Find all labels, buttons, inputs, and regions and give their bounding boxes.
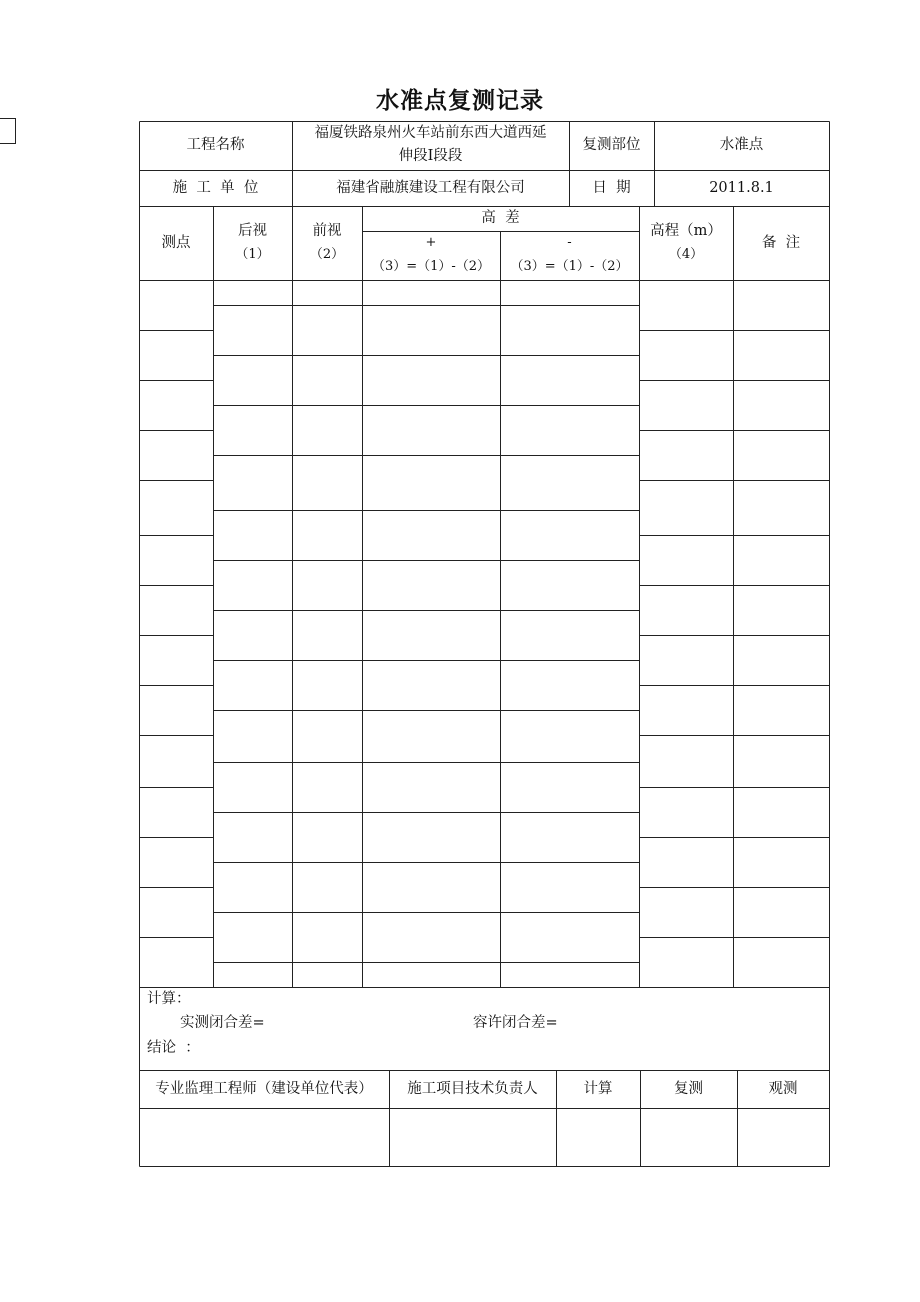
allowed-closure-label: 容许闭合差= bbox=[473, 1015, 558, 1031]
col-elevation-no: （4） bbox=[668, 247, 704, 262]
construction-unit-label: 施 工 单 位 bbox=[172, 180, 259, 196]
project-name-label: 工程名称 bbox=[186, 137, 245, 153]
col-minus: - bbox=[567, 235, 572, 250]
construction-unit-value: 福建省融旗建设工程有限公司 bbox=[336, 180, 525, 196]
col-backsight: 后视 bbox=[238, 223, 267, 239]
survey-part-value: 水准点 bbox=[719, 137, 764, 153]
col-plus: + bbox=[425, 235, 437, 250]
col-station: 测点 bbox=[161, 235, 191, 251]
col-foresight-no: （2） bbox=[309, 247, 345, 262]
sig-observe: 观测 bbox=[768, 1081, 798, 1097]
date-value: 2011.8.1 bbox=[709, 180, 774, 196]
conclusion-label: 结论 ： bbox=[147, 1040, 200, 1056]
project-name-value-line1: 福厦铁路泉州火车站前东西大道西延 bbox=[314, 125, 547, 141]
col-plus-formula: （3）=（1）-（2） bbox=[371, 259, 491, 274]
date-label: 日 期 bbox=[592, 180, 631, 196]
calc-label: 计算： bbox=[147, 991, 191, 1007]
survey-part-label: 复测部位 bbox=[582, 137, 641, 153]
sig-calc: 计算 bbox=[583, 1081, 613, 1097]
project-name-value-line2: 伸段Ⅰ段段 bbox=[398, 148, 463, 164]
col-backsight-no: （1） bbox=[235, 247, 270, 262]
sig-supervisor: 专业监理工程师（建设单位代表） bbox=[155, 1081, 373, 1097]
col-remarks: 备 注 bbox=[761, 235, 801, 251]
col-elevation: 高程（m） bbox=[650, 223, 722, 239]
col-minus-formula: （3）=（1）-（2） bbox=[510, 259, 629, 274]
measured-closure-label: 实测闭合差= bbox=[180, 1015, 265, 1031]
page-title: 水准点复测记录 bbox=[376, 88, 544, 114]
sig-tech-lead: 施工项目技术负责人 bbox=[407, 1081, 538, 1097]
col-height-diff: 高 差 bbox=[481, 210, 520, 226]
sig-recheck: 复测 bbox=[674, 1081, 703, 1097]
col-foresight: 前视 bbox=[312, 223, 342, 239]
